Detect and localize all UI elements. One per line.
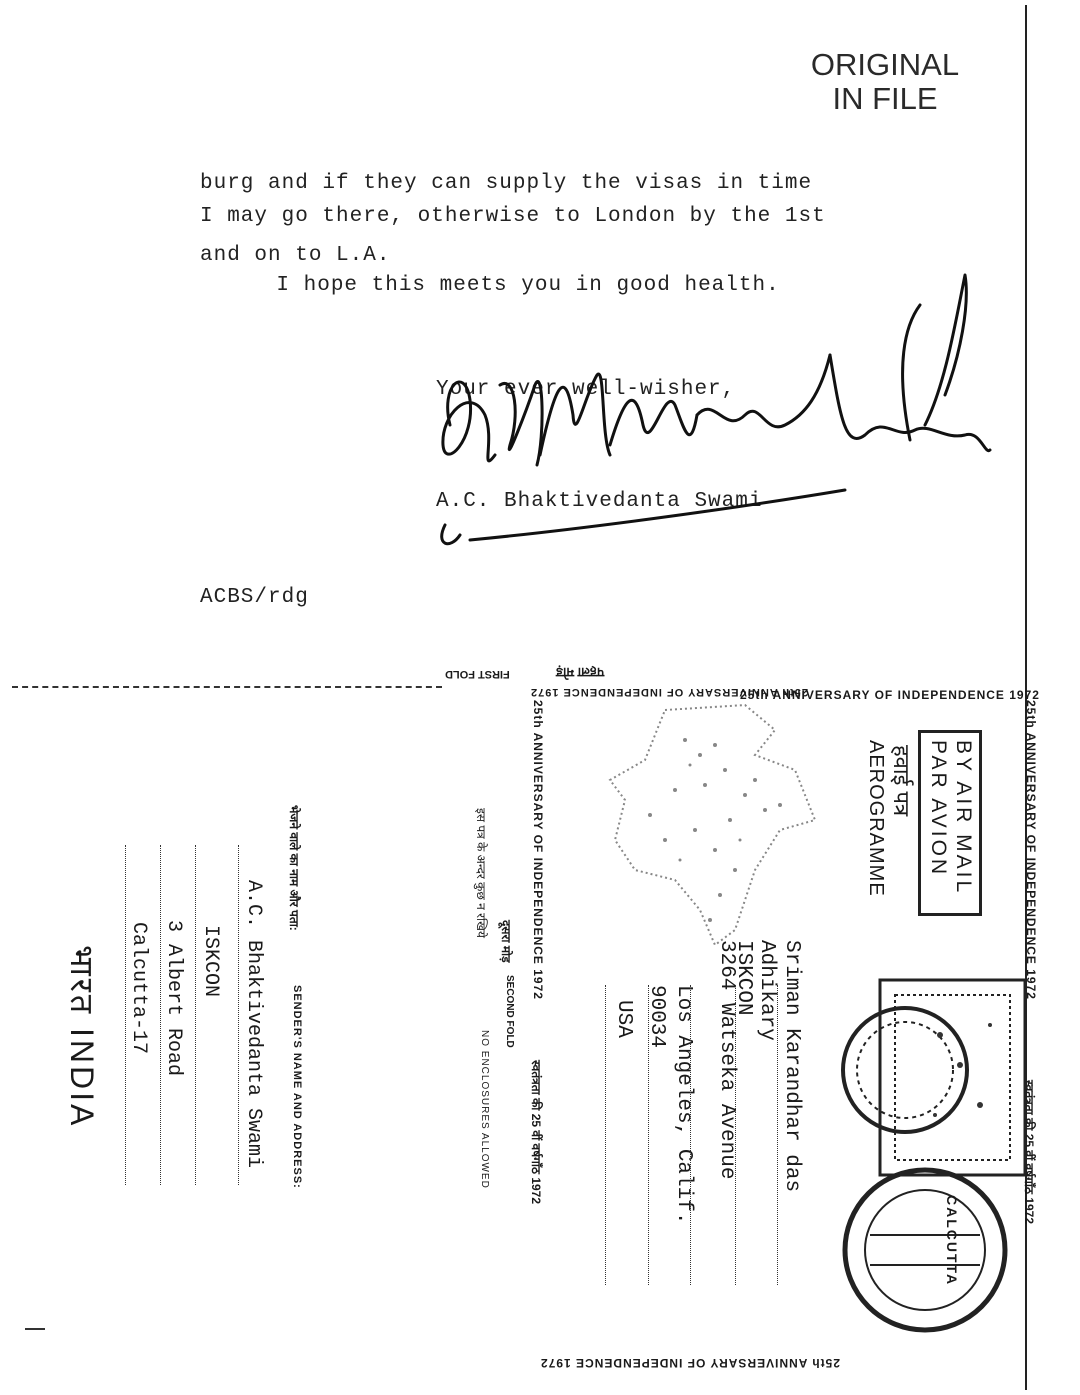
handwritten-signature xyxy=(425,265,995,565)
no-enclosures-hindi: इस पत्र के अन्दर कुछ न रखिये xyxy=(474,808,488,938)
anniversary-band-bottom: 25th ANNIVERSARY OF INDEPENDENCE 1972 xyxy=(540,1356,840,1370)
sender-line: A.C. Bhaktivedanta Swami xyxy=(242,880,265,1169)
sender-dotted-line xyxy=(195,845,196,1185)
sender-line: ISKCON xyxy=(199,925,222,998)
first-fold-hindi: पहला मोड़ xyxy=(556,665,605,680)
no-enclosures-label: NO ENCLOSURES ALLOWED xyxy=(479,1030,490,1189)
sender-dotted-line xyxy=(160,845,161,1185)
sender-label: SENDER'S NAME AND ADDRESS: xyxy=(291,985,303,1189)
by-air-mail-label: BY AIR MAIL xyxy=(952,740,975,896)
letter-line: I may go there, otherwise to London by the 1st xyxy=(200,205,826,228)
country-label: भारत INDIA xyxy=(64,945,100,1129)
sender-line: Calcutta-17 xyxy=(127,922,150,1055)
second-fold-hindi: दूसरा मोड़ xyxy=(499,920,513,963)
anniversary-band-top-inverted: 25th ANNIVERSARY OF INDEPENDENCE 1972 xyxy=(530,686,809,698)
address-dotted-line xyxy=(777,985,778,1285)
second-fold-label: SECOND FOLD xyxy=(504,975,515,1048)
edge-mark xyxy=(25,1328,45,1330)
recipient-line: Los Angeles, Calif. xyxy=(672,985,695,1225)
recipient-line: ISKCON xyxy=(732,940,755,1016)
signatory-name: A.C. Bhaktivedanta Swami xyxy=(436,490,763,513)
letter-line: burg and if they can supply the visas in time xyxy=(200,172,813,195)
fold-dashed-line xyxy=(12,686,442,688)
letter-line: and on to L.A. xyxy=(200,244,391,267)
recipient-line: USA xyxy=(612,1000,635,1038)
address-dotted-line xyxy=(648,985,649,1285)
sender-dotted-line xyxy=(238,845,239,1185)
recipient-line: Sriman Karandhar das xyxy=(780,940,803,1193)
sender-line: 3 Albert Road xyxy=(162,920,185,1077)
closing-text: Your ever well-wisher, xyxy=(436,378,736,401)
aerogramme-label: AEROGRAMME xyxy=(865,740,887,897)
anniversary-band-left-hindi: स्वतंत्रता की 25 वीं वर्षगाँठ 1972 xyxy=(529,1060,543,1205)
postmark-city: CALCUTTA xyxy=(944,1195,960,1287)
anniversary-band-top: 25th ANNIVERSARY OF INDEPENDENCE 1972 xyxy=(740,688,1040,702)
letter-line: I hope this meets you in good health. xyxy=(222,274,780,297)
recipient-line: 90034 xyxy=(645,985,668,1049)
anniversary-band-left: 25th ANNIVERSARY OF INDEPENDENCE 1972 xyxy=(531,700,545,1000)
par-avion-label: PAR AVION xyxy=(927,740,950,878)
anniversary-band-right-hindi: स्वतंत्रता की 25 वीं वर्षगाँठ 1972 xyxy=(1022,1080,1036,1225)
recipient-line: Adhikary xyxy=(755,940,778,1041)
hindi-air-letter-label: हवाई पत्र xyxy=(889,745,914,817)
sender-label-hindi: भेजने वाले का नाम और पता: xyxy=(287,805,301,931)
recipient-line: 3264 Watseka Avenue xyxy=(715,940,738,1180)
stamp-line-original: ORIGINAL xyxy=(810,47,960,82)
stamp-line-in-file: IN FILE xyxy=(832,81,938,116)
postmark-cancellation xyxy=(840,975,1030,1375)
sender-dotted-line xyxy=(125,845,126,1185)
address-dotted-line xyxy=(690,985,691,1285)
address-dotted-line xyxy=(735,985,736,1285)
anniversary-band-right: 25th ANNIVERSARY OF INDEPENDENCE 1972 xyxy=(1024,700,1038,1000)
address-dotted-line xyxy=(605,985,606,1285)
typist-initials: ACBS/rdg xyxy=(200,586,309,609)
original-in-file-stamp xyxy=(790,48,980,116)
first-fold-label: FIRST FOLD xyxy=(445,668,510,680)
india-map-watermark xyxy=(605,700,820,950)
